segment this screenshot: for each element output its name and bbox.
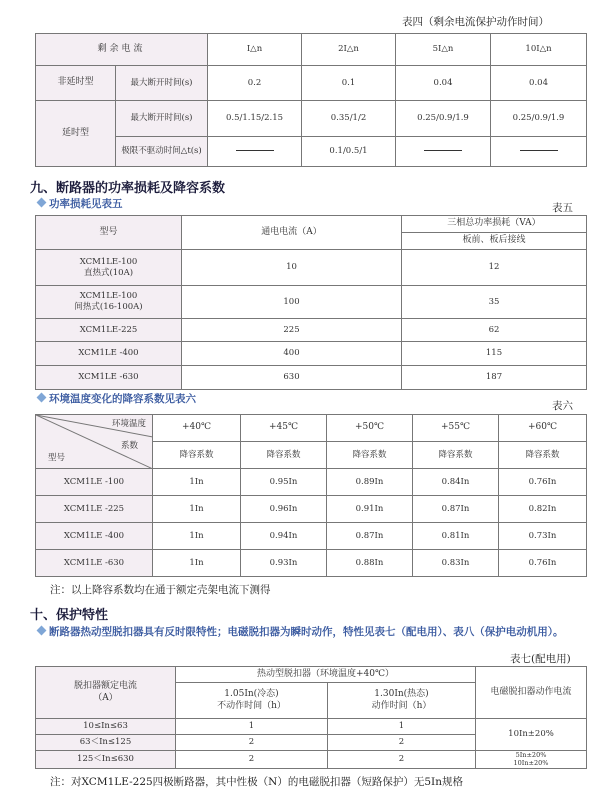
t7-cell: 1 [328, 719, 476, 735]
table5 [35, 215, 587, 390]
t7-cell: 1 [176, 719, 328, 735]
section9-sub1 [38, 196, 123, 211]
sub2-text: 环境温度变化的降容系数见表六 [49, 393, 196, 405]
table5-caption: 表五 [552, 202, 573, 214]
t6-model: XCM1LE -400 [36, 523, 153, 550]
t4-type-nondelay: 非延时型 [36, 66, 116, 101]
t4-cell-dash [208, 137, 302, 167]
t6-cell: 0.76In [499, 550, 587, 577]
table6-note: 注：以上降容系数均在通于额定壳架电流下测得 [50, 584, 271, 596]
t5-model [36, 286, 182, 319]
t5-model [36, 250, 182, 286]
t4-type-delay: 延时型 [36, 101, 116, 167]
t7-h-unit: （A） [93, 692, 118, 703]
t5-model: XCM1LE -630 [36, 366, 182, 390]
t6-cell: 1In [153, 550, 241, 577]
t6-cell: 0.89In [327, 469, 413, 496]
diamond-bullet-icon [37, 626, 47, 636]
t5-h-loss2: 板前、板后接线 [402, 233, 587, 250]
t5-model-line: 间热式(16-100A) [74, 302, 143, 312]
table6 [35, 414, 587, 577]
t6-temp: +45℃ [241, 415, 327, 442]
t4-cell: 0.5/1.15/2.15 [208, 101, 302, 137]
t7-h-col1 [176, 683, 328, 719]
table7 [35, 666, 587, 769]
t7-mag2-a: 5In±20% [515, 751, 547, 760]
table4 [35, 33, 587, 167]
t6-temp: +60℃ [499, 415, 587, 442]
t7-mag2 [476, 751, 587, 769]
t7-h-mag: 电磁脱扣器动作电流 [476, 667, 587, 719]
t5-model-line: XCM1LE-100 [79, 256, 138, 267]
t6-diag-coef: 系数 [120, 441, 138, 451]
t6-cell: 0.83In [413, 550, 499, 577]
t6-sub: 降容系数 [499, 442, 587, 469]
t5-current: 225 [182, 319, 402, 342]
t7-cell: 2 [176, 735, 328, 751]
t6-diagonal-header [36, 415, 153, 469]
t5-h-model: 型号 [36, 216, 182, 250]
t6-cell: 0.88In [327, 550, 413, 577]
t5-h-current: 通电电流（A） [182, 216, 402, 250]
t6-cell: 1In [153, 469, 241, 496]
t6-cell: 0.76In [499, 469, 587, 496]
t5-model: XCM1LE-225 [36, 319, 182, 342]
t6-sub: 降容系数 [153, 442, 241, 469]
t4-item: 极限不驱动时间△t(s) [116, 137, 208, 167]
t4-col-2: 2I△n [302, 34, 396, 66]
t6-temp: +40℃ [153, 415, 241, 442]
t6-temp: +55℃ [413, 415, 499, 442]
t5-current: 10 [182, 250, 402, 286]
t7-cell: 2 [328, 735, 476, 751]
t6-diag-model: 型号 [48, 453, 66, 463]
t5-current: 630 [182, 366, 402, 390]
t5-loss: 115 [402, 342, 587, 366]
t6-cell: 1In [153, 523, 241, 550]
t4-col-1: I△n [208, 34, 302, 66]
t7-mag2-b: 10In±20% [513, 758, 549, 767]
t7-h-col2 [328, 683, 476, 719]
t6-model: XCM1LE -100 [36, 469, 153, 496]
t5-model-line: 直热式(10A) [83, 267, 134, 278]
t7-h-col1-b: 不动作时间（h） [217, 700, 286, 711]
t4-cell: 0.25/0.9/1.9 [396, 101, 491, 137]
t7-range: 10≤In≤63 [36, 719, 176, 735]
t6-diag-temp: 环境温度 [111, 419, 146, 429]
t6-cell: 0.87In [327, 523, 413, 550]
t6-temp: +50℃ [327, 415, 413, 442]
t5-loss: 187 [402, 366, 587, 390]
table4-caption: 表四（剩余电流保护动作时间） [402, 16, 549, 28]
t7-range: 125＜In≤630 [36, 751, 176, 769]
sub1-text: 功率损耗见表五 [49, 198, 123, 210]
t7-range: 63＜In≤125 [36, 735, 176, 751]
t7-h-rated [36, 667, 176, 719]
t5-h-loss: 三相总功率损耗（VA） [402, 216, 587, 233]
section10-text [38, 624, 583, 641]
t4-col-4: 10I△n [491, 34, 587, 66]
t7-h-rated-text: 脱扣器额定电流 [73, 681, 137, 692]
t6-cell: 0.73In [499, 523, 587, 550]
t7-h-col2-a: 1.30In(热态) [374, 689, 429, 700]
sec10-text: 断路器热动型脱扣器具有反时限特性；电磁脱扣器为瞬时动作，特性见表七（配电用）、表八（保护电动机用）。 [49, 626, 564, 638]
t6-model: XCM1LE -630 [36, 550, 153, 577]
t7-mag1: 10In±20% [476, 719, 587, 751]
t7-h-col2-b: 动作时间（h） [371, 700, 432, 711]
t4-cell: 0.25/0.9/1.9 [491, 101, 587, 137]
t6-cell: 0.95In [241, 469, 327, 496]
section9-sub2 [38, 391, 196, 406]
table7-note: 注：对XCM1LE-225四极断路器，其中性极（N）的电磁脱扣器（短路保护）无5In规格 [50, 776, 463, 788]
section10-title: 十、保护特性 [30, 608, 109, 623]
t6-cell: 0.96In [241, 496, 327, 523]
t5-current: 400 [182, 342, 402, 366]
t6-cell: 0.84In [413, 469, 499, 496]
t5-model: XCM1LE -400 [36, 342, 182, 366]
t6-sub: 降容系数 [413, 442, 499, 469]
t4-item: 最大断开时间(s) [116, 66, 208, 101]
t5-current: 100 [182, 286, 402, 319]
t4-cell-dash [396, 137, 491, 167]
t6-cell: 0.93In [241, 550, 327, 577]
t4-col-3: 5I△n [396, 34, 491, 66]
t7-cell: 2 [328, 751, 476, 769]
t4-cell: 0.04 [491, 66, 587, 101]
t6-cell: 1In [153, 496, 241, 523]
t5-loss: 35 [402, 286, 587, 319]
t4-cell-dash [491, 137, 587, 167]
t6-cell: 0.82In [499, 496, 587, 523]
t6-sub: 降容系数 [241, 442, 327, 469]
t7-cell: 2 [176, 751, 328, 769]
table6-caption: 表六 [552, 400, 573, 412]
t6-model: XCM1LE -225 [36, 496, 153, 523]
t6-cell: 0.81In [413, 523, 499, 550]
section9-title: 九、断路器的功率损耗及降容系数 [30, 181, 226, 196]
t6-cell: 0.94In [241, 523, 327, 550]
t6-sub: 降容系数 [327, 442, 413, 469]
t4-cell: 0.1 [302, 66, 396, 101]
t4-cell: 0.35/1/2 [302, 101, 396, 137]
diamond-bullet-icon [37, 393, 47, 403]
t4-cell: 0.1/0.5/1 [302, 137, 396, 167]
t5-loss: 62 [402, 319, 587, 342]
t5-loss: 12 [402, 250, 587, 286]
t4-cell: 0.04 [396, 66, 491, 101]
t6-cell: 0.91In [327, 496, 413, 523]
t4-item: 最大断开时间(s) [116, 101, 208, 137]
t4-header-label: 剩余电流 [36, 34, 208, 66]
table7-caption: 表七(配电用) [510, 653, 571, 665]
t4-cell: 0.2 [208, 66, 302, 101]
t7-h-col1-a: 1.05In(冷态) [224, 689, 279, 700]
diamond-bullet-icon [37, 198, 47, 208]
t7-h-thermal: 热动型脱扣器（环境温度+40℃） [176, 667, 476, 683]
t5-model-line: XCM1LE-100 [79, 291, 138, 302]
t6-cell: 0.87In [413, 496, 499, 523]
